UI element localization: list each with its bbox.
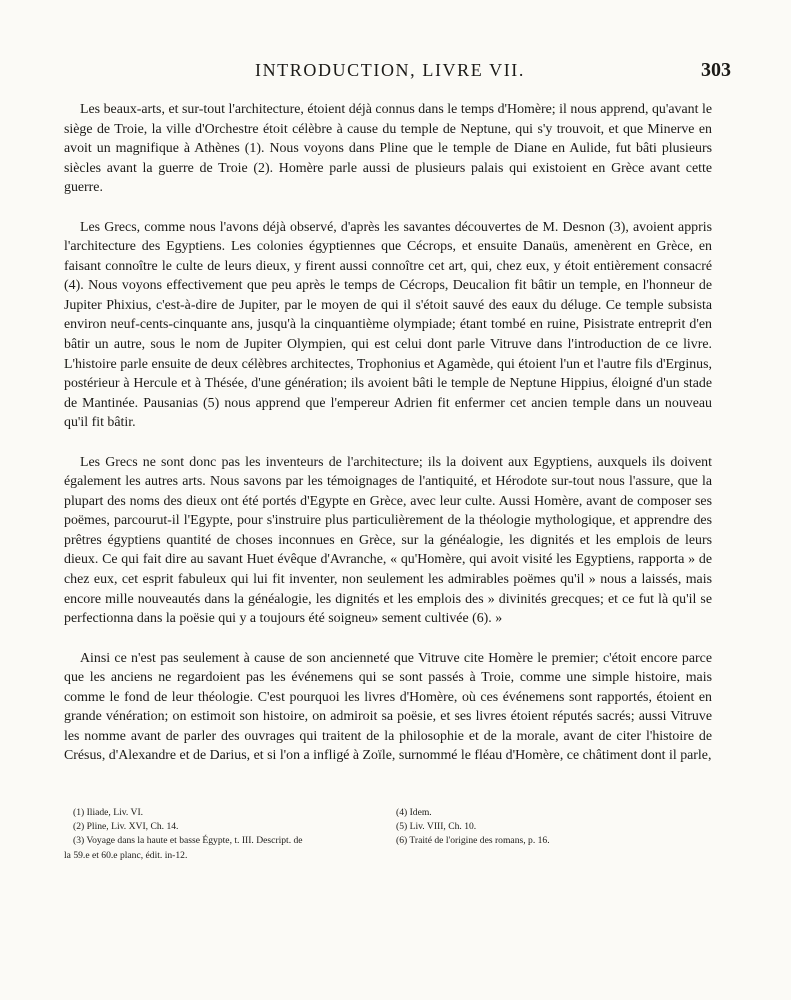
- footnotes-right-column: [396, 806, 712, 849]
- paragraph-greeks-not-inventors: Les Grecs ne sont donc pas les inventeurs de l'architecture; ils la doivent aux Egyptiens, auxquels ils doivent également les autres arts. Nous savons par les témoignages de l'antiquité, et Hérodote sur-tout nous l'assure, que la plupart des noms des dieux ont été portés d'Egypte en Grèce, avec leur culte. Aussi Homère, avant de composer ses poëmes, parcourut-il l'Egypte, pour s'instruire plus particulièrement de la théologie mythologique, et apprendre des prêtres égyptiens quantité de choses inconnues en Grèce, sur la généalogie, les dignités et les emplois de leurs dieux. Ce qui fait dire au savant Huet évêque d'Avranche, « qu'Homère, qui avoit visité les Egyptiens, rapporta » de chez eux, cet esprit fabuleux qui lui fit inventer, non seulement les admirables poëmes qu'il » nous a laissés, mais encore mille nouveautés dans la généalogie, les dignités et les emplois des » divinités grecques; et ce fut là qu'il se perfectionna dans la poësie qui y a toujours été soigneu» sement cultivée (6). »: [64, 454, 712, 627]
- running-title: INTRODUCTION, LIVRE VII.: [254, 60, 526, 80]
- footnote-3-continuation: la 59.e et 60.e planc, édit. in-12.: [64, 849, 188, 861]
- footnote-6: (6) Traité de l'origine des romans, p. 16.: [396, 835, 550, 847]
- footnotes: [64, 806, 712, 866]
- footnote-2: (2) Pline, Liv. XVI, Ch. 14.: [73, 821, 179, 833]
- page-number: 303: [701, 59, 731, 81]
- running-head: [0, 60, 791, 86]
- footnotes-left-column: [64, 806, 364, 863]
- footnote-4: (4) Idem.: [396, 807, 432, 818]
- footnote-3: (3) Voyage dans la haute et basse Égypte, t. III. Descript. de: [73, 835, 303, 847]
- paragraph-greek-egyptian-architecture: Les Grecs, comme nous l'avons déjà observé, d'après les savantes découvertes de M. Desnon (3), avoient appris l'architecture des Egyptiens. Les colonies égyptiennes que Cécrops, et ensuite Danaüs, amenèrent en Grèce, en faisant connoître le culte de leurs dieux, y firent aussi connoître cet art, qui, chez eux, y étoit entièrement consacré (4). Nous voyons effectivement que peu après le temps de Cécrops, Deucalion fit bâtir un temple, en l'honneur de Jupiter Phixius, c'est-à-dire de Jupiter, par le moyen de qui il s'étoit sauvé des eaux du déluge. Ce temple subsista environ neuf-cents-cinquante ans, jusqu'à la cinquantième olympiade; étant tombé en ruine, Pisistrate entreprit d'en bâtir un autre, sous le nom de Jupiter Olympien, qui est celui dont parle Vitruve dans l'introduction de ce livre. L'histoire parle ensuite de deux célèbres architectes, Trophonius et Agamède, qui étoient l'un et l'autre fils d'Erginus, postérieur à Hercule et à Thésée, d'une génération; ils avoient bâti le temple de Neptune Hippius, éloigné d'un stade de Mantinée. Pausanias (5) nous apprend que l'empereur Adrien fit enfermer cet ancien temple dans un nouveau qu'il fit bâtir.: [64, 219, 712, 431]
- paragraph-homer-arts: Les beaux-arts, et sur-tout l'architecture, étoient déjà connus dans le temps d'Homère; il nous apprend, qu'avant le siège de Troie, la ville d'Orchestre étoit célèbre à cause du temple de Neptune, qui s'y trouvoit, et que Minerve en avoit un magnifique à Athènes (1). Nous voyons dans Pline que le temple de Diane en Aulide, fut bâti plusieurs siècles avant la guerre de Troie (2). Homère parle aussi de plusieurs palais qui existoient en Grèce avant cette guerre.: [64, 102, 712, 196]
- paragraph-vitruvius-cites-homer: Ainsi ce n'est pas seulement à cause de son ancienneté que Vitruve cite Homère le premier; c'étoit encore parce que les anciens ne regardoient pas les événemens qui se sont passés à Troie, comme une simple histoire, mais comme le fond de leur théologie. C'est pourquoi les livres d'Homère, où ces événemens sont rapportés, étoient en grande vénération; on estimoit son histoire, on admiroit sa poësie, et ses livres étoient réputés sacrés; aussi Vitruve les nomme avant de parler des ouvrages qui traitent de la philosophie et de la morale, avant de citer l'histoire de Crésus, d'Alexandre et de Darius, et si l'on a infligé à Zoïle, surnommé le fléau d'Homère, ce châtiment dont il parle,: [64, 650, 712, 764]
- body-text: [64, 100, 712, 766]
- footnote-1: (1) Iliade, Liv. VI.: [73, 807, 144, 818]
- footnote-5: (5) Liv. VIII, Ch. 10.: [396, 821, 477, 833]
